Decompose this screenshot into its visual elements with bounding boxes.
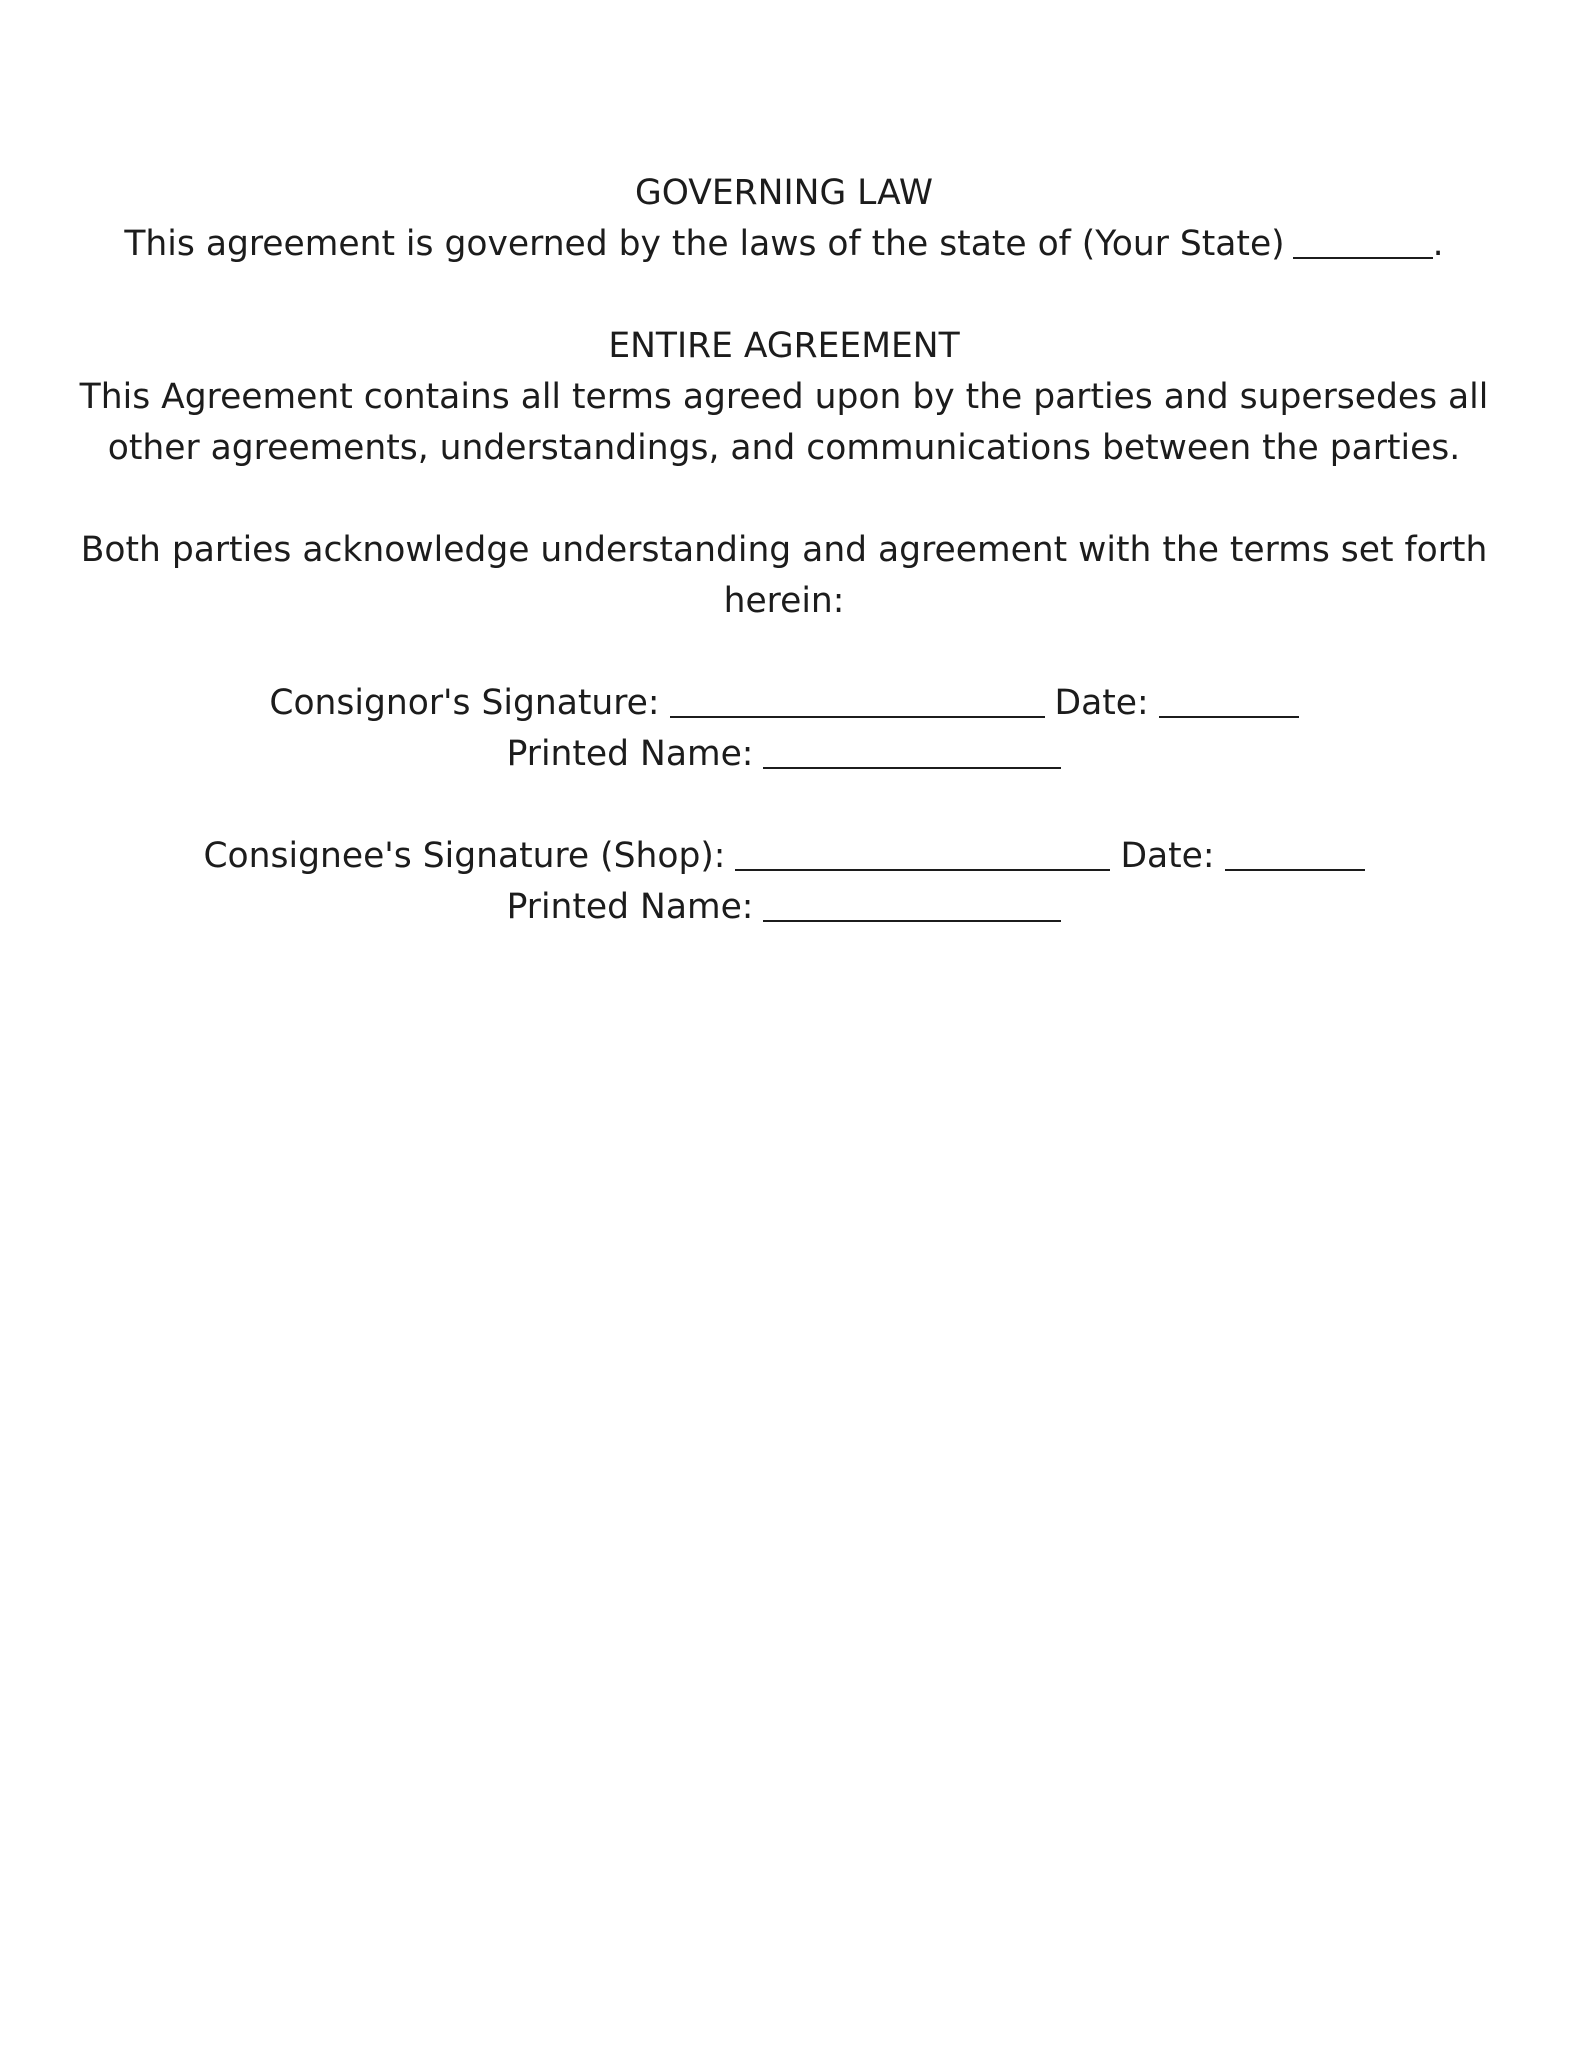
- governing-law-period: .: [1432, 224, 1444, 264]
- document-content: [60, 168, 1508, 933]
- consignee-signature-block: [60, 831, 1508, 933]
- acknowledgement-section: [60, 525, 1508, 627]
- governing-law-section: [60, 168, 1508, 270]
- consignor-printed-name-line: [60, 729, 1508, 780]
- consignee-printed-name-line: [60, 882, 1508, 933]
- governing-law-text: This agreement is governed by the laws of the state of (Your State): [124, 224, 1285, 264]
- consignor-date-label: Date:: [1054, 683, 1149, 723]
- acknowledgement-line-1: Both parties acknowledge understanding and agreement with the terms set forth: [80, 530, 1488, 570]
- consignor-printed-name-label: Printed Name:: [506, 734, 754, 774]
- consignee-signature-field[interactable]: [735, 869, 1110, 871]
- governing-law-text-line: [60, 219, 1508, 270]
- consignee-signature-line: [60, 831, 1508, 882]
- entire-agreement-heading: ENTIRE AGREEMENT: [608, 326, 960, 366]
- acknowledgement-line-2: herein:: [723, 581, 845, 621]
- consignee-signature-label: Consignee's Signature (Shop):: [203, 836, 726, 876]
- consignee-date-field[interactable]: [1225, 869, 1365, 871]
- entire-agreement-section: [60, 321, 1508, 474]
- consignor-signature-line: [60, 678, 1508, 729]
- consignor-signature-label: Consignor's Signature:: [269, 683, 660, 723]
- consignor-date-field[interactable]: [1159, 716, 1299, 718]
- consignee-printed-name-field[interactable]: [763, 920, 1061, 922]
- consignor-printed-name-field[interactable]: [763, 767, 1061, 769]
- consignee-printed-name-label: Printed Name:: [506, 887, 754, 927]
- consignor-signature-field[interactable]: [670, 716, 1045, 718]
- state-blank-line[interactable]: [1293, 257, 1433, 259]
- entire-agreement-line-1: This Agreement contains all terms agreed upon by the parties and supersedes all: [79, 377, 1489, 417]
- entire-agreement-line-2: other agreements, understandings, and communications between the parties.: [107, 428, 1461, 468]
- consignor-signature-block: [60, 678, 1508, 780]
- consignee-date-label: Date:: [1120, 836, 1215, 876]
- governing-law-heading: GOVERNING LAW: [635, 173, 933, 213]
